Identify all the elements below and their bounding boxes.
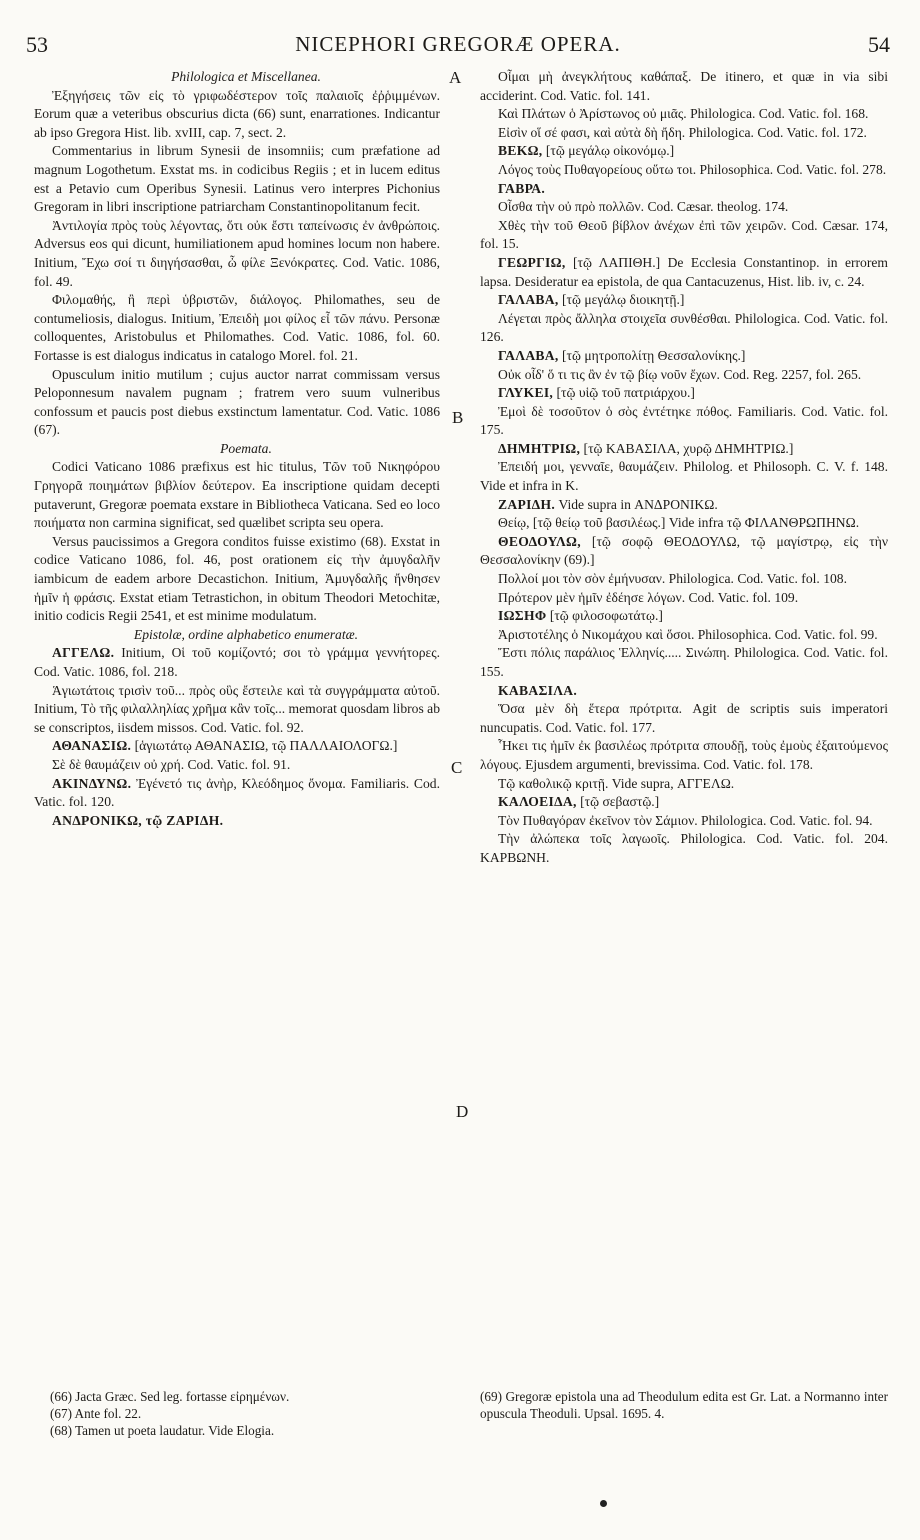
ink-dot: [600, 1500, 607, 1507]
paragraph: Opusculum initio mutilum ; cujus auctor narrat commissam versus Peloponnesum navalem pugnam ; fratrem vero suum vulneribus confossum et paucis post diebus exstinctum lamentatur. Cod. Vatic. 1086 (67).: [34, 366, 440, 438]
footnote: (67) Ante fol. 22.: [50, 1406, 142, 1421]
entry-text: Σὲ δὲ θαυμάζειν οὐ χρή. Cod. Vatic. fol. 91.: [52, 756, 291, 772]
recipient-name: ΓΑΛΑΒΑ,: [498, 347, 559, 363]
letter-entry: [480, 403, 888, 440]
letter-entry: [480, 700, 888, 737]
entry-text: [τῷ ΚΑΒΑΣΙΛΑ, χυρῷ ΔΗΜΗΤΡΙΩ.]: [580, 440, 794, 456]
margin-letter-b: B: [452, 408, 464, 427]
letter-entry: [480, 533, 888, 570]
margin-letter-c: C: [451, 758, 463, 777]
recipient-name: ΓΛΥΚΕΙ,: [498, 385, 554, 401]
recipient-name: ΓΑΒΡΑ.: [498, 180, 546, 196]
letter-entry: [34, 812, 440, 831]
letter-entry: [480, 291, 888, 310]
recipient-name: ΓΕΩΡΓΙΩ,: [498, 254, 566, 270]
letter-entry: [34, 775, 440, 812]
entry-text: Οὐκ οἶδ' ὅ τι τις ἂν ἐν τῷ βίῳ νοῦν ἔχων. Cod. Reg. 2257, fol. 265.: [498, 366, 862, 382]
page-number-right: 54: [868, 32, 890, 57]
entry-text: Οἶμαι μὴ ἀνεγκλήτους καθάπαξ. De itinero, et quæ in via sibi acciderint. Cod. Vatic. fol. 141.: [480, 69, 888, 103]
footnote: (66) Jacta Græc. Sed leg. fortasse εἰρημένων.: [50, 1389, 290, 1404]
recipient-name: ΑΝΔΡΟΝΙΚΩ, τῷ ΖΑΡΙΔΗ.: [52, 812, 224, 828]
entry-text: Εἰσὶν οἵ σέ φασι, καὶ αὐτὰ δὴ ἤδη. Philologica. Cod. Vatic. fol. 172.: [498, 124, 867, 140]
letter-entry: [480, 496, 888, 515]
recipient-name: ΔΗΜΗΤΡΙΩ,: [498, 440, 581, 456]
letter-entry: [480, 607, 888, 626]
letter-entry: [480, 589, 888, 608]
entry-text: Οἶσθα τὴν οὐ πρὸ πολλῶν. Cod. Cæsar. theolog. 174.: [498, 199, 789, 215]
letter-entry: [480, 161, 888, 180]
letter-entry: [480, 124, 888, 143]
recipient-name: ΚΑΒΑΣΙΛΑ.: [498, 682, 578, 698]
entry-text: Θείῳ, [τῷ θείῳ τοῦ βασιλέως.] Vide infra τῷ ΦΙΛΑΝΘΡΩΠΗΝΩ.: [498, 515, 860, 531]
recipient-name: ΒΕΚΩ,: [498, 143, 543, 159]
footnotes-left: [50, 1388, 440, 1439]
recipient-name: ΑΚΙΝΔΥΝΩ.: [52, 775, 132, 791]
paragraph: Φιλομαθής, ἢ περὶ ὑβριστῶν, διάλογος. Philomathes, seu de contumeliosis, dialogus. Initium, Ἐπειδὴ μοι φίλος εἶ τῶν πάνυ. Personæ colloquentes, Aristobulus et Philomathes. Cod. Vatic. 1086, fol. 60. Fortasse is est dialogus indicatus in catalogo Morel. fol. 21.: [34, 292, 440, 363]
recipient-name: ΙΩΣΗΦ: [498, 608, 547, 624]
entry-text: Ἐμοὶ δὲ τοσοῦτον ὁ σὸς ἐντέτηκε πόθος. Familiaris. Cod. Vatic. fol. 175.: [480, 403, 888, 438]
recipient-name: ΑΘΑΝΑΣΙΩ.: [52, 738, 132, 754]
margin-letter-a: A: [449, 68, 462, 87]
entry-text: Λέγεται πρὸς ἄλληλα στοιχεῖα συνθέσθαι. Philologica. Cod. Vatic. fol. 126.: [480, 310, 888, 345]
letter-entry: [480, 384, 888, 403]
letter-entry: [480, 830, 888, 867]
entry-text: Τῷ καθολικῷ κριτῇ. Vide supra, ΑΓΓΕΛΩ.: [498, 775, 735, 791]
running-title: NICEPHORI GREGORÆ OPERA.: [295, 32, 621, 56]
letter-entry: [480, 310, 888, 347]
letter-entry: [480, 105, 888, 124]
entry-text: [τῷ μητροπολίτῃ Θεσσαλονίκης.]: [558, 347, 746, 363]
entry-text: Vide supra in ΑΝΔΡΟΝΙΚΩ.: [555, 496, 718, 512]
letter-entry: [480, 347, 888, 366]
letter-entry: [480, 180, 888, 199]
recipient-name: ΓΑΛΑΒΑ,: [498, 292, 559, 308]
entry-text: Ἁγιωτάτοις τρισὶν τοῦ... πρὸς οὓς ἔστειλε καὶ τὰ συγγράμματα αὐτοῦ. Initium, Τὸ τῆς φιλαλληλίας χρῆμα κἂν τοῖς... memorat quosdam libros ab se conscriptos, iisdem missos. Cod. Vatic. fol. 92.: [34, 682, 440, 735]
paragraph: Ἀντιλογία πρὸς τοὺς λέγοντας, ὅτι οὐκ ἔστι ταπείνωσις ἐν ἀνθρώποις. Adversus eos qui dicunt, humiliationem apud homines locum non habere. Initium, Ἔχω σοί τι διηγήσασθαι, ὦ φίλε Ξενόκρατες. Cod. Vatic. 1086, fol. 49.: [34, 217, 440, 289]
entry-text: Ἀριστοτέλης ὁ Νικομάχου καὶ ὅσοι. Philosophica. Cod. Vatic. fol. 99.: [498, 626, 878, 642]
footnotes-right: [480, 1388, 888, 1422]
paragraph: Commentarius in librum Synesii de insomniis; cum præfatione ad magnum Logothetum. Exstat ms. in codicibus Regiis ; et in lucem editus est a Petavio cum Operibus Synesii. Latinus vero interpres Pichonius Gregoram in libri inscriptione patriarcham Constantinopolitanum fecit.: [34, 143, 440, 215]
entry-text: Ἐγένετό τις ἀνὴρ, Κλεόδημος ὄνομα. Familiaris. Cod. Vatic. fol. 120.: [34, 775, 440, 810]
recipient-name: ΖΑΡΙΔΗ.: [498, 496, 556, 512]
letter-entry: [480, 198, 888, 217]
letter-entry: [480, 366, 888, 385]
entry-text: [τῷ μεγάλῳ διοικητῇ.]: [558, 292, 685, 308]
entry-text: Τὸν Πυθαγόραν ἐκεῖνον τὸν Σάμιον. Philologica. Cod. Vatic. fol. 94.: [498, 812, 873, 828]
letter-entry: [480, 217, 888, 254]
paragraph: Versus paucissimos a Gregora conditos fuisse existimo (68). Exstat in codice Vaticano 1086, fol. 46, post orationem εἰς τὴν ἀμυγδαλῆν iambicum de eadem arbore Decastichon. Initium, Ἀμυγδαλῆς ἤνθησεν ἡμῖν ἡ φράσις. Exstat etiam Tetrastichon, in obitum Theodori Metochitæ, initio codicis Regii 2541, et est minime modulatum.: [34, 533, 440, 624]
entry-text: Χθὲς τὴν τοῦ Θεοῦ βίβλον ἀνέχων ἐπὶ τῶν χειρῶν. Cod. Cæsar. 174, fol. 15.: [480, 217, 888, 252]
entry-text: Ἧκει τις ἡμῖν ἐκ βασιλέως πρότριτα σπουδῇ, τοὺς ἐμοὺς ἐξαιτούμενος λόγους. Ejusdem argumenti, brevissima. Cod. Vatic. fol. 178.: [480, 738, 888, 772]
entry-text: Πολλοί μοι τὸν σὸν ἐμήνυσαν. Philologica. Cod. Vatic. fol. 108.: [498, 571, 847, 587]
letter-entry: [34, 644, 440, 681]
margin-letter-d: D: [456, 1102, 469, 1121]
entry-text: [τῷ σοφῷ ΘΕΟΔΟΥΛΩ, τῷ μαγίστρῳ, εἰς τὴν Θεσσαλονίκην (69).]: [480, 533, 888, 568]
entry-text: [ἁγιωτάτῳ ΑΘΑΝΑΣΙΩ, τῷ ΠΑΛΛΑΙΟΛΟΓΩ.]: [131, 738, 398, 754]
letter-entry: [480, 737, 888, 774]
entry-text: Τὴν ἀλώπεκα τοῖς λαγωοῖς. Philologica. Cod. Vatic. fol. 204. ΚΑΡΒΩΝΗ.: [480, 831, 888, 865]
letter-entry: [480, 775, 888, 794]
footnote: (69) Gregoræ epistola una ad Theodulum edita est Gr. Lat. a Normanno inter opuscula Theoduli. Upsal. 1695. 4.: [480, 1389, 888, 1421]
entry-text: [τῷ ΛΑΠΙΘΗ.] De Ecclesia Constantinop. in errorem lapsa. Desideratur ea epistola, de qua Cantacuzenus, Hist. lib. iv, c. 24.: [480, 254, 888, 289]
entry-text: [τῷ φιλοσοφωτάτῳ.]: [546, 608, 663, 624]
running-header: [26, 30, 890, 62]
letter-entry: [480, 142, 888, 161]
letter-entry: [480, 812, 888, 831]
letter-entry: [480, 440, 888, 459]
section-title-philologica: Philologica et Miscellanea.: [171, 69, 321, 84]
footnote: (68) Tamen ut poeta laudatur. Vide Elogia.: [50, 1423, 275, 1438]
letter-entry: [480, 682, 888, 701]
paragraph: Ἐξηγήσεις τῶν εἰς τὸ γριφωδέστερον τοῖς παλαιοῖς ἐῤῥιμμένων. Eorum quæ a veteribus obscurius dicta (66) sunt, enarrationes. Indicantur ab ipso Gregora Hist. lib. xvIII, cap. 7, sect. 2.: [34, 87, 440, 140]
entry-text: Λόγος τοὺς Πυθαγορείους οὕτω τοι. Philosophica. Cod. Vatic. fol. 278.: [498, 161, 887, 177]
entry-text: Initium, Οἱ τοῦ κομίζοντό; σοι τὸ γράμμα γεννήτορες. Cod. Vatic. 1086, fol. 218.: [34, 645, 440, 679]
right-letter-entries: [480, 68, 888, 868]
left-column: [34, 68, 440, 830]
letter-entry: [480, 458, 888, 495]
entry-text: [τῷ υἱῷ τοῦ πατριάρχου.]: [553, 385, 695, 401]
letter-entry: [34, 756, 440, 775]
right-column: [480, 68, 888, 868]
recipient-name: ΘΕΟΔΟΥΛΩ,: [498, 533, 581, 549]
entry-text: [τῷ μεγάλῳ οἰκονόμῳ.]: [542, 143, 675, 159]
letter-entry: [480, 793, 888, 812]
left-letter-entries: [34, 644, 440, 830]
recipient-name: ΚΑΛΟΕΙΔΑ,: [498, 794, 577, 810]
letter-entry: [480, 68, 888, 105]
entry-text: Καὶ Πλάτων ὁ Ἀρίστωνος οὐ μιᾶς. Philologica. Cod. Vatic. fol. 168.: [498, 106, 869, 122]
letter-entry: [480, 626, 888, 645]
section-title-epistolae: Epistolæ, ordine alphabetico enumeratæ.: [133, 626, 359, 642]
entry-text: Πρότερον μὲν ἡμῖν ἐδέησε λόγων. Cod. Vatic. fol. 109.: [498, 589, 799, 605]
entry-text: Ἔστι πόλις παράλιος Ἑλληνίς..... Σινώπη. Philologica. Cod. Vatic. fol. 155.: [480, 645, 888, 679]
entry-text: Ὅσα μὲν δὴ ἕτερα πρότριτα. Agit de scriptis suis imperatori nuncupatis. Cod. Vatic. fol. 177.: [480, 701, 888, 735]
letter-entry: [34, 682, 440, 738]
entry-text: Ἐπειδή μοι, γενναῖε, θαυμάζειν. Philolog. et Philosoph. C. V. f. 148. Vide et infra in K.: [480, 459, 888, 494]
letter-entry: [480, 514, 888, 533]
paragraph: Codici Vaticano 1086 præfixus est hic titulus, Τῶν τοῦ Νικηφόρου Γρηγορᾶ ποιημάτων βιβλίον δεύτερον. Ea inscriptione quidam decepti putaverunt, Gregoræ poemata exstare in Bibliotheca Vaticana. Sed eo loco ποιήματα non carmina significat, sed quælibet scripta seu opera.: [34, 459, 440, 531]
letter-entry: [480, 570, 888, 589]
section-title-poemata: Poemata.: [220, 440, 272, 456]
letter-entry: [480, 254, 888, 291]
page-number-left: 53: [26, 32, 48, 57]
entry-text: [τῷ σεβαστῷ.]: [576, 794, 660, 810]
recipient-name: ΑΓΓΕΛΩ.: [52, 645, 115, 661]
letter-entry: [480, 644, 888, 681]
letter-entry: [34, 737, 440, 756]
